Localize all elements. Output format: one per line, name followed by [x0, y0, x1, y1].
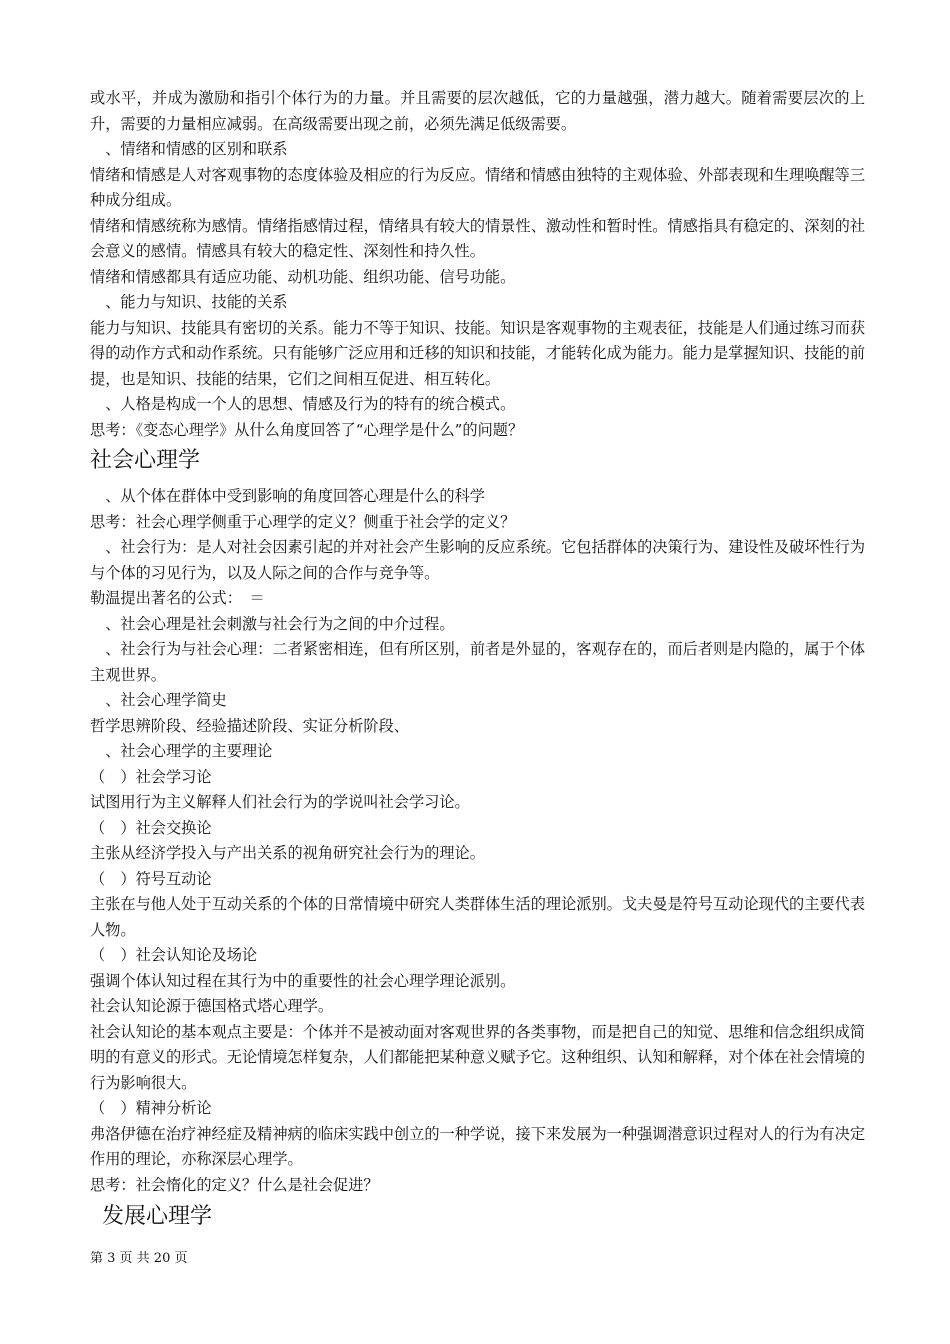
- paragraph: （ ）社会认知论及场论: [90, 946, 258, 964]
- paragraph: 思考：社会心理学侧重于心理学的定义？侧重于社会学的定义？: [90, 512, 516, 531]
- paragraph: 情绪和情感是人对客观事物的态度体验及相应的行为反应。情绪和情感由独特的主观体验、外部表现和生理唤醒等三种成分组成。: [90, 165, 865, 209]
- paragraph: 思考：《变态心理学》从什么角度回答了“心理学是什么”的问题？: [90, 420, 524, 439]
- paragraph: （ ）社会学习论: [90, 767, 212, 786]
- paragraph: 主张从经济学投入与产出关系的视角研究社会行为的理论。: [90, 844, 485, 862]
- paragraph: 、情绪和情感的区别和联系: [90, 140, 288, 158]
- paragraph: 勒温提出著名的公式： ＝: [90, 589, 265, 607]
- paragraph: 社会认知论源于德国格式塔心理学。: [90, 997, 333, 1015]
- paragraph: 、社会行为：是人对社会因素引起的并对社会产生影响的反应系统。它包括群体的决策行为、建设性及破坏性行为与个体的习见行为，以及人际之间的合作与竞争等。: [90, 538, 865, 582]
- paragraph: 弗洛伊德在治疗神经症及精神病的临床实践中创立的一种学说，接下来发展为一种强调潜意识过程对人的行为有决定作用的理论，亦称深层心理学。: [90, 1124, 865, 1168]
- section-heading: 发展心理学: [102, 1204, 213, 1229]
- paragraph: 、能力与知识、技能的关系: [90, 293, 288, 311]
- page-footer: 第 3 页 共 20 页: [90, 1251, 188, 1266]
- paragraph: （ ）符号互动论: [90, 869, 212, 888]
- paragraph: 情绪和情感统称为感情。情绪指感情过程，情绪具有较大的情景性、激动性和暂时性。情感指具有稳定的、深刻的社会意义的感情。情感具有较大的稳定性、深刻性和持久性。: [90, 216, 865, 260]
- paragraph: 思考：社会惰化的定义？什么是社会促进？: [90, 1175, 379, 1194]
- paragraph: 主张在与他人处于互动关系的个体的日常情境中研究人类群体生活的理论派别。戈夫曼是符号互动论现代的主要代表人物。: [90, 895, 865, 939]
- paragraph: 、社会心理学的主要理论: [90, 742, 273, 760]
- document-body: [90, 86, 865, 1240]
- paragraph: 能力与知识、技能具有密切的关系。能力不等于知识、技能。知识是客观事物的主观表征，技能是人们通过练习而获得的动作方式和动作系统。只有能够广泛应用和迁移的知识和技能，才能转化成为能力。能力是掌握知识、技能的前提，也是知识、技能的结果，它们之间相互促进、相互转化。: [90, 318, 865, 388]
- paragraph: 或水平，并成为激励和指引个体行为的力量。并且需要的层次越低，它的力量越强，潜力越大。随着需要层次的上升，需要的力量相应减弱。在高级需要出现之前，必须先满足低级需要。: [90, 89, 865, 133]
- paragraph: 、社会心理是社会刺激与社会行为之间的中介过程。: [90, 614, 455, 633]
- paragraph: 试图用行为主义解释人们社会行为的学说叫社会学习论。: [90, 793, 470, 811]
- paragraph: 情绪和情感都具有适应功能、动机功能、组织功能、信号功能。: [90, 267, 516, 286]
- paragraph: 、社会行为与社会心理：二者紧密相连，但有所区别，前者是外显的，客观存在的，而后者则是内隐的，属于个体主观世界。: [90, 640, 865, 684]
- paragraph: 社会认知论的基本观点主要是：个体并不是被动面对客观世界的各类事物，而是把自己的知觉、思维和信念组织成简明的有意义的形式。无论情境怎样复杂，人们都能把某种意义赋予它。这种组织、认知和解释，对个体在社会情境的行为影响很大。: [90, 1022, 865, 1092]
- paragraph: 、社会心理学简史: [90, 691, 227, 709]
- paragraph: 、人格是构成一个人的思想、情感及行为的特有的统合模式。: [90, 395, 516, 413]
- paragraph: （ ）精神分析论: [90, 1099, 212, 1117]
- section-heading: 社会心理学: [90, 448, 201, 473]
- paragraph: 哲学思辨阶段、经验描述阶段、实证分析阶段、: [90, 716, 409, 735]
- paragraph: （ ）社会交换论: [90, 818, 212, 837]
- paragraph: 、从个体在群体中受到影响的角度回答心理是什么的科学: [90, 487, 485, 505]
- paragraph: 强调个体认知过程在其行为中的重要性的社会心理学理论派别。: [90, 971, 516, 990]
